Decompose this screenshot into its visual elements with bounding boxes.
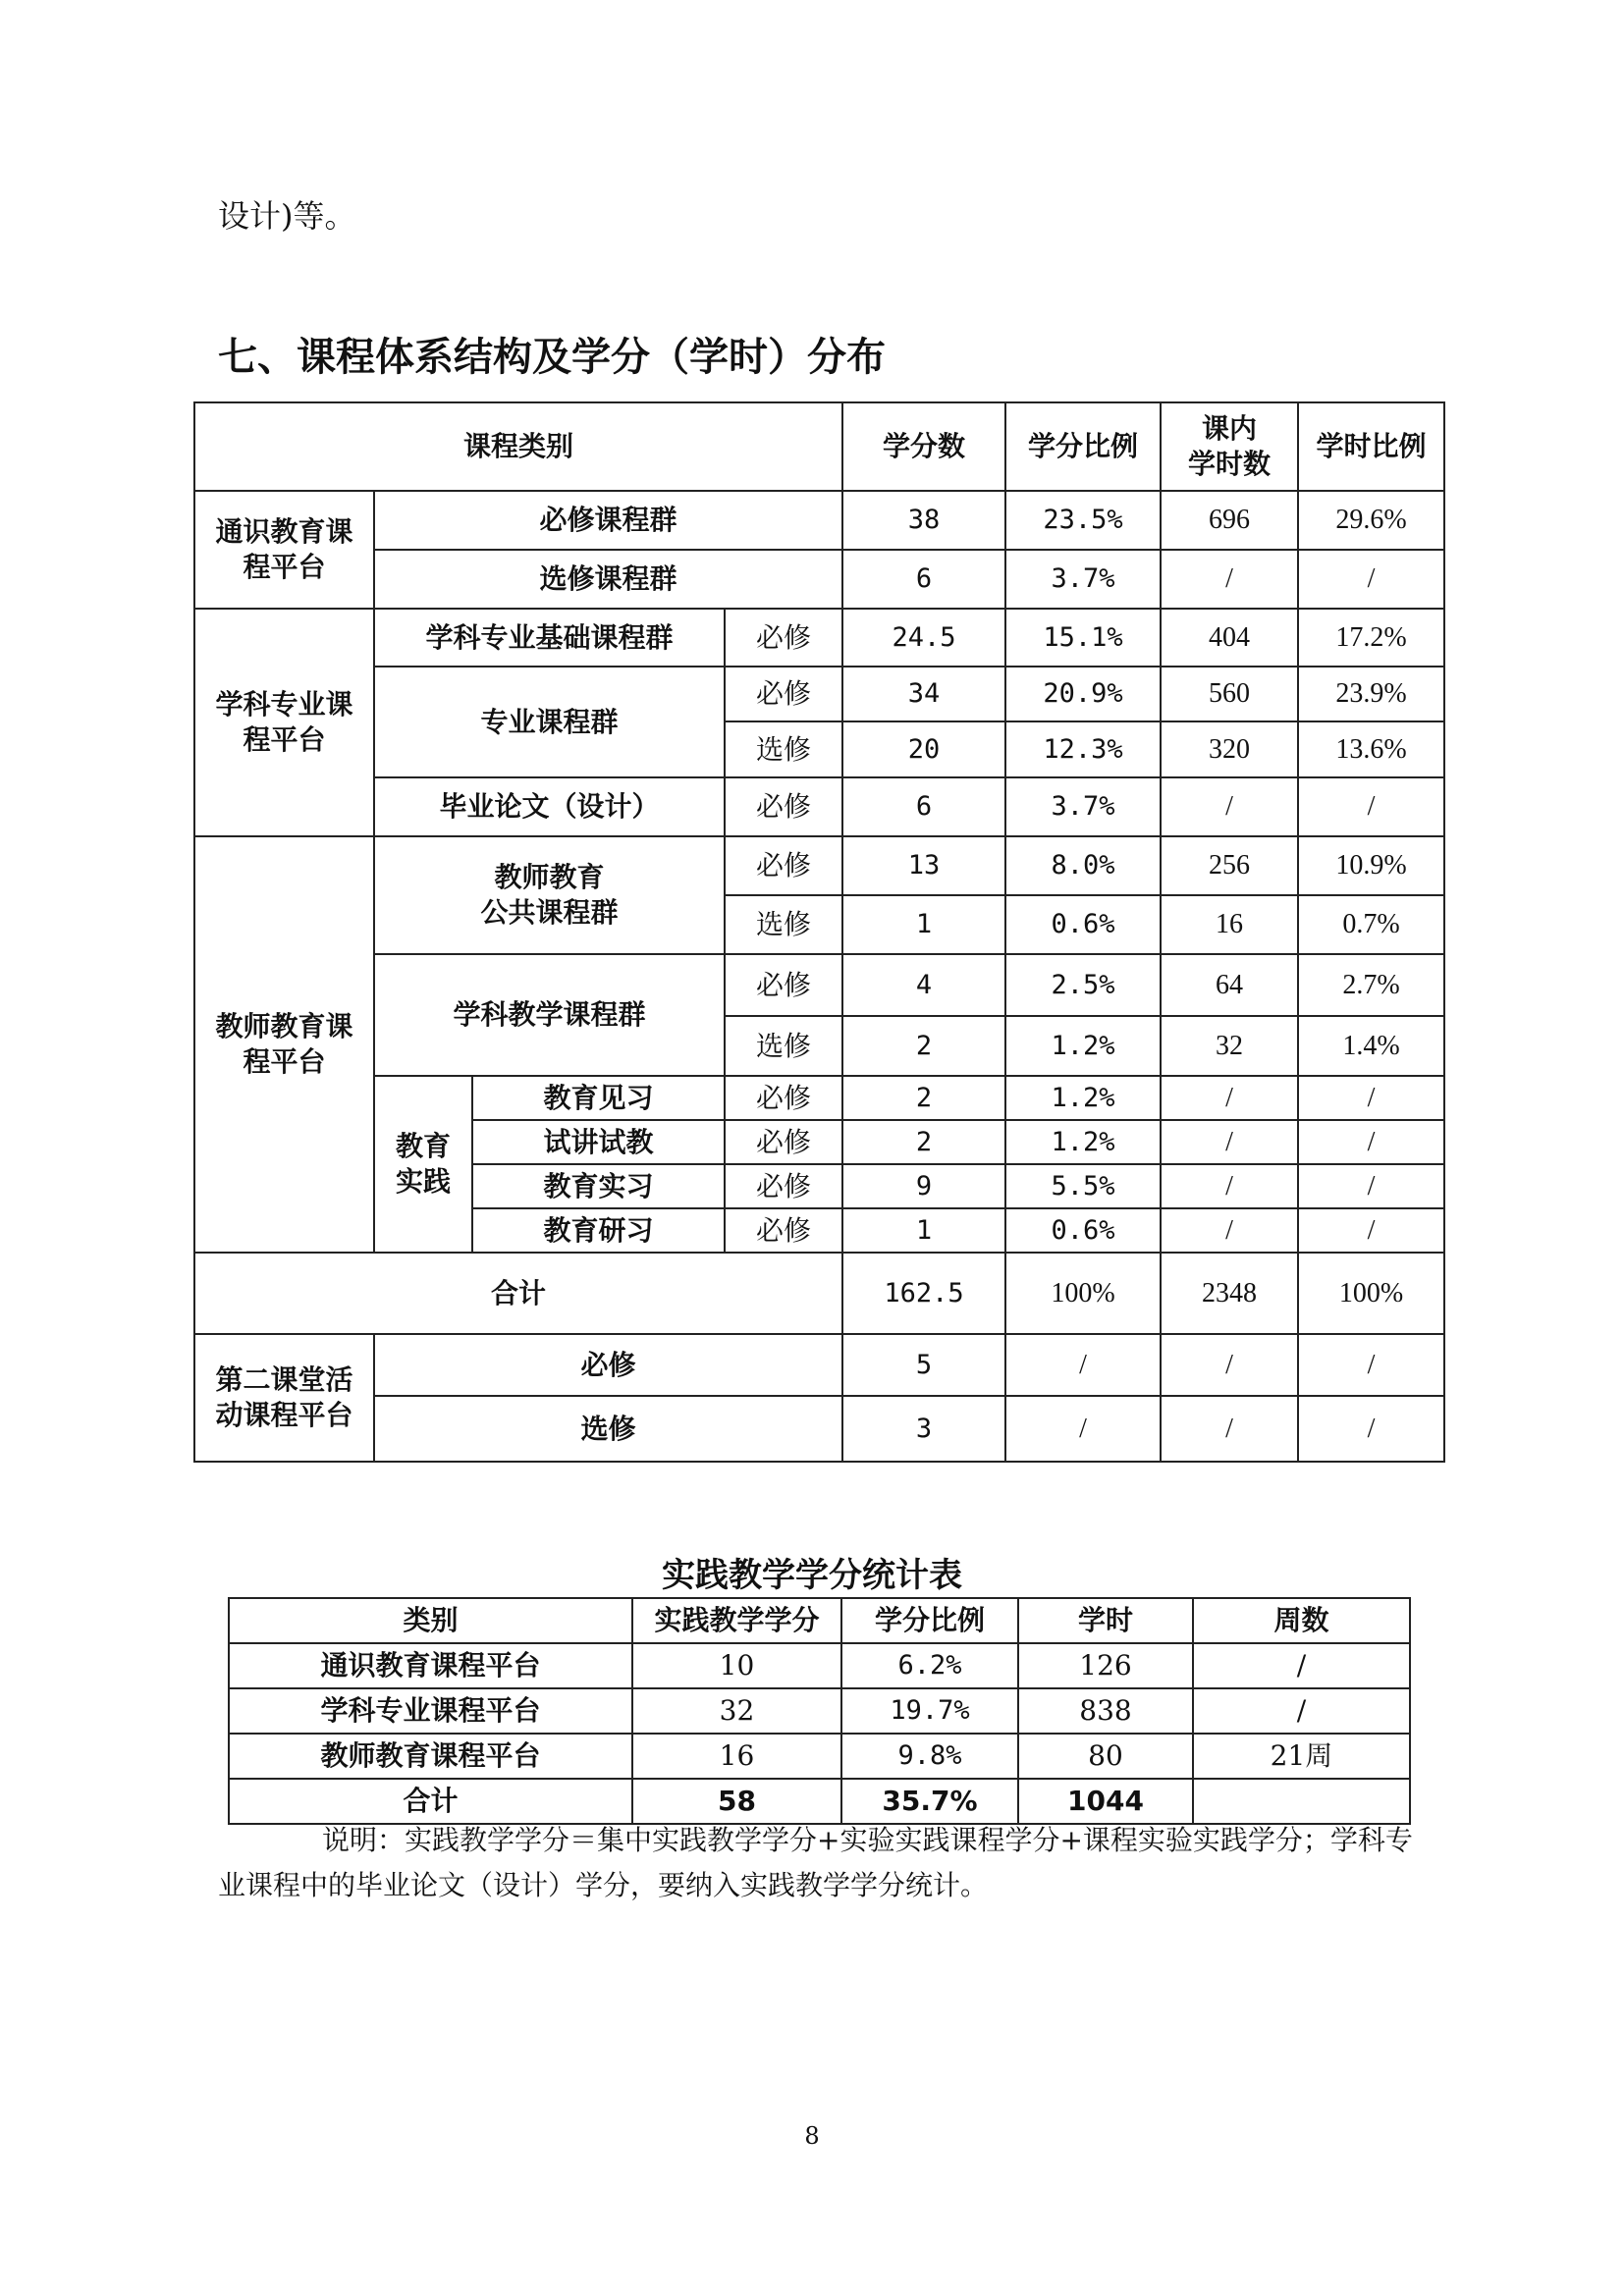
course-type: 选修 — [725, 895, 842, 954]
course-group: 学科专业基础课程群 — [374, 609, 725, 667]
table-row — [194, 550, 1444, 609]
practice-label-line1: 教育 — [395, 1130, 451, 1162]
platform-label-line1: 教师教育课 — [215, 1010, 353, 1042]
hours-cell: 64 — [1161, 954, 1298, 1016]
header-row — [229, 1598, 1410, 1643]
credits-cell: 38 — [842, 491, 1005, 550]
credit-ratio-cell: 6.2% — [841, 1643, 1018, 1688]
hours-ratio-cell: 1.4% — [1298, 1016, 1444, 1076]
course-group: 学科教学课程群 — [374, 954, 725, 1076]
practice-credits-cell: 16 — [632, 1734, 841, 1779]
intro-line: 设计)等。 — [218, 197, 356, 235]
hours-cell: 80 — [1018, 1734, 1193, 1779]
platform-label-line1: 第二课堂活 — [215, 1363, 353, 1396]
weeks-cell: 21周 — [1193, 1734, 1410, 1779]
header-credit-ratio: 学分比例 — [1005, 402, 1161, 491]
hours-cell: / — [1161, 1164, 1298, 1208]
table-row — [194, 954, 1444, 1016]
practice-item: 教育见习 — [472, 1076, 725, 1120]
platform-name: 学科专业课程平台 — [229, 1688, 632, 1734]
credits-cell: 162.5 — [842, 1253, 1005, 1334]
credit-ratio-cell: 5.5% — [1005, 1164, 1161, 1208]
credit-ratio-cell: 20.9% — [1005, 667, 1161, 721]
hours-cell: 1044 — [1018, 1779, 1193, 1824]
practice-credits-cell: 58 — [632, 1779, 841, 1824]
credits-cell: 6 — [842, 550, 1005, 609]
course-type: 必修 — [374, 1334, 842, 1396]
total-label: 合计 — [194, 1253, 842, 1334]
hours-ratio-cell: / — [1298, 1334, 1444, 1396]
credit-ratio-cell: 0.6% — [1005, 1208, 1161, 1253]
platform-label-line1: 通识教育课 — [215, 515, 353, 548]
hours-cell: / — [1161, 1208, 1298, 1253]
header-hours-ratio: 学时比例 — [1298, 402, 1444, 491]
credit-ratio-cell: / — [1005, 1334, 1161, 1396]
course-type: 选修 — [374, 1396, 842, 1462]
platform-label-line2: 程平台 — [243, 551, 326, 583]
credit-ratio-cell: 1.2% — [1005, 1120, 1161, 1164]
course-type: 必修 — [725, 836, 842, 895]
hours-ratio-cell: / — [1298, 1120, 1444, 1164]
course-type: 必修 — [725, 1076, 842, 1120]
course-group: 选修课程群 — [374, 550, 842, 609]
table-row — [194, 609, 1444, 667]
credits-cell: 4 — [842, 954, 1005, 1016]
hours-cell: / — [1161, 1120, 1298, 1164]
table-row — [229, 1688, 1410, 1734]
credits-cell: 2 — [842, 1076, 1005, 1120]
credit-ratio-cell: 12.3% — [1005, 721, 1161, 777]
header-credits: 学分数 — [842, 402, 1005, 491]
total-label: 合计 — [229, 1779, 632, 1824]
credits-cell: 1 — [842, 895, 1005, 954]
page-number: 8 — [804, 2122, 820, 2150]
platform-name: 教师教育课程平台 — [229, 1734, 632, 1779]
explanation-note: 说明：实践教学学分＝集中实践教学学分+实验实践课程学分+课程实验实践学分；学科专业课程中的毕业论文（设计）学分，要纳入实践教学学分统计。 — [218, 1824, 1413, 1901]
hours-cell: 560 — [1161, 667, 1298, 721]
credit-ratio-cell: 8.0% — [1005, 836, 1161, 895]
hours-cell: 404 — [1161, 609, 1298, 667]
table-row — [194, 777, 1444, 836]
practice-credit-table — [228, 1597, 1411, 1825]
course-group: 必修课程群 — [374, 491, 842, 550]
hours-cell: 320 — [1161, 721, 1298, 777]
platform-general — [194, 491, 374, 609]
credit-ratio-cell: 0.6% — [1005, 895, 1161, 954]
credits-cell: 5 — [842, 1334, 1005, 1396]
practice-item: 教育研习 — [472, 1208, 725, 1253]
practice-label-line2: 实践 — [395, 1165, 451, 1198]
practice-item: 试讲试教 — [472, 1120, 725, 1164]
credit-ratio-cell: 2.5% — [1005, 954, 1161, 1016]
credit-ratio-cell: 23.5% — [1005, 491, 1161, 550]
course-type: 必修 — [725, 667, 842, 721]
hours-ratio-cell: / — [1298, 1164, 1444, 1208]
hours-ratio-cell: / — [1298, 1396, 1444, 1462]
weeks-cell: / — [1193, 1643, 1410, 1688]
header-row — [194, 402, 1444, 491]
hours-cell: 838 — [1018, 1688, 1193, 1734]
header-practice-credits: 实践教学学分 — [632, 1598, 841, 1643]
credit-ratio-cell: 1.2% — [1005, 1076, 1161, 1120]
credits-cell: 1 — [842, 1208, 1005, 1253]
credit-ratio-cell: 3.7% — [1005, 550, 1161, 609]
table-row — [194, 1396, 1444, 1462]
course-type: 选修 — [725, 1016, 842, 1076]
course-type: 必修 — [725, 1164, 842, 1208]
hours-cell: 32 — [1161, 1016, 1298, 1076]
credits-cell: 9 — [842, 1164, 1005, 1208]
header-hours-line2: 学时数 — [1188, 448, 1272, 480]
practice-credits-cell: 32 — [632, 1688, 841, 1734]
credits-cell: 24.5 — [842, 609, 1005, 667]
table-row — [229, 1643, 1410, 1688]
credits-cell: 6 — [842, 777, 1005, 836]
header-credit-ratio: 学分比例 — [841, 1598, 1018, 1643]
section-heading: 七、课程体系结构及学分（学时）分布 — [218, 335, 886, 380]
hours-cell: 2348 — [1161, 1253, 1298, 1334]
platform-second-classroom — [194, 1334, 374, 1462]
credit-ratio-cell: / — [1005, 1396, 1161, 1462]
platform-label-line2: 程平台 — [243, 1045, 326, 1078]
hours-cell: / — [1161, 1396, 1298, 1462]
table-row — [194, 667, 1444, 721]
header-hours: 学时 — [1018, 1598, 1193, 1643]
hours-ratio-cell: 29.6% — [1298, 491, 1444, 550]
course-group-line1: 教师教育 — [494, 861, 605, 893]
hours-ratio-cell: 0.7% — [1298, 895, 1444, 954]
hours-ratio-cell: 100% — [1298, 1253, 1444, 1334]
credits-cell: 20 — [842, 721, 1005, 777]
course-type: 必修 — [725, 954, 842, 1016]
practice-credits-cell: 10 — [632, 1643, 841, 1688]
platform-discipline — [194, 609, 374, 836]
course-type: 必修 — [725, 609, 842, 667]
hours-ratio-cell: / — [1298, 777, 1444, 836]
platform-teacher — [194, 836, 374, 1253]
hours-ratio-cell: / — [1298, 1076, 1444, 1120]
course-group-line2: 公共课程群 — [480, 896, 619, 929]
hours-cell: / — [1161, 1076, 1298, 1120]
hours-cell: 126 — [1018, 1643, 1193, 1688]
credit-ratio-cell: 15.1% — [1005, 609, 1161, 667]
header-weeks: 周数 — [1193, 1598, 1410, 1643]
credit-ratio-cell: 9.8% — [841, 1734, 1018, 1779]
course-type: 必修 — [725, 777, 842, 836]
header-hours — [1161, 402, 1298, 491]
hours-ratio-cell: 13.6% — [1298, 721, 1444, 777]
credit-ratio-cell: 35.7% — [841, 1779, 1018, 1824]
hours-cell: / — [1161, 1334, 1298, 1396]
practice-item: 教育实习 — [472, 1164, 725, 1208]
credit-ratio-cell: 3.7% — [1005, 777, 1161, 836]
platform-label-line1: 学科专业课 — [215, 688, 353, 721]
table-row — [194, 1076, 1444, 1120]
hours-cell: 256 — [1161, 836, 1298, 895]
course-type: 必修 — [725, 1120, 842, 1164]
total-row — [194, 1253, 1444, 1334]
header-category: 类别 — [229, 1598, 632, 1643]
course-type: 选修 — [725, 721, 842, 777]
hours-cell: / — [1161, 550, 1298, 609]
weeks-cell: / — [1193, 1688, 1410, 1734]
practice-table-title: 实践教学学分统计表 — [662, 1556, 962, 1595]
course-group: 专业课程群 — [374, 667, 725, 777]
credit-distribution-table — [193, 401, 1445, 1463]
credits-cell: 2 — [842, 1016, 1005, 1076]
hours-cell: 696 — [1161, 491, 1298, 550]
table-row — [194, 1334, 1444, 1396]
table-row — [194, 836, 1444, 895]
course-group: 毕业论文（设计） — [374, 777, 725, 836]
hours-ratio-cell: / — [1298, 1208, 1444, 1253]
hours-cell: / — [1161, 777, 1298, 836]
hours-ratio-cell: 2.7% — [1298, 954, 1444, 1016]
credits-cell: 3 — [842, 1396, 1005, 1462]
hours-ratio-cell: / — [1298, 550, 1444, 609]
credits-cell: 2 — [842, 1120, 1005, 1164]
credits-cell: 34 — [842, 667, 1005, 721]
hours-cell: 16 — [1161, 895, 1298, 954]
course-type: 必修 — [725, 1208, 842, 1253]
credit-ratio-cell: 1.2% — [1005, 1016, 1161, 1076]
table-row — [229, 1734, 1410, 1779]
platform-name: 通识教育课程平台 — [229, 1643, 632, 1688]
course-group — [374, 836, 725, 954]
hours-ratio-cell: 17.2% — [1298, 609, 1444, 667]
platform-label-line2: 程平台 — [243, 723, 326, 756]
header-category: 课程类别 — [194, 402, 842, 491]
hours-ratio-cell: 10.9% — [1298, 836, 1444, 895]
credit-ratio-cell: 100% — [1005, 1253, 1161, 1334]
table-row — [194, 491, 1444, 550]
credits-cell: 13 — [842, 836, 1005, 895]
practice-label — [374, 1076, 472, 1253]
header-hours-line1: 课内 — [1202, 412, 1258, 445]
hours-ratio-cell: 23.9% — [1298, 667, 1444, 721]
credit-ratio-cell: 19.7% — [841, 1688, 1018, 1734]
platform-label-line2: 动课程平台 — [215, 1399, 353, 1431]
